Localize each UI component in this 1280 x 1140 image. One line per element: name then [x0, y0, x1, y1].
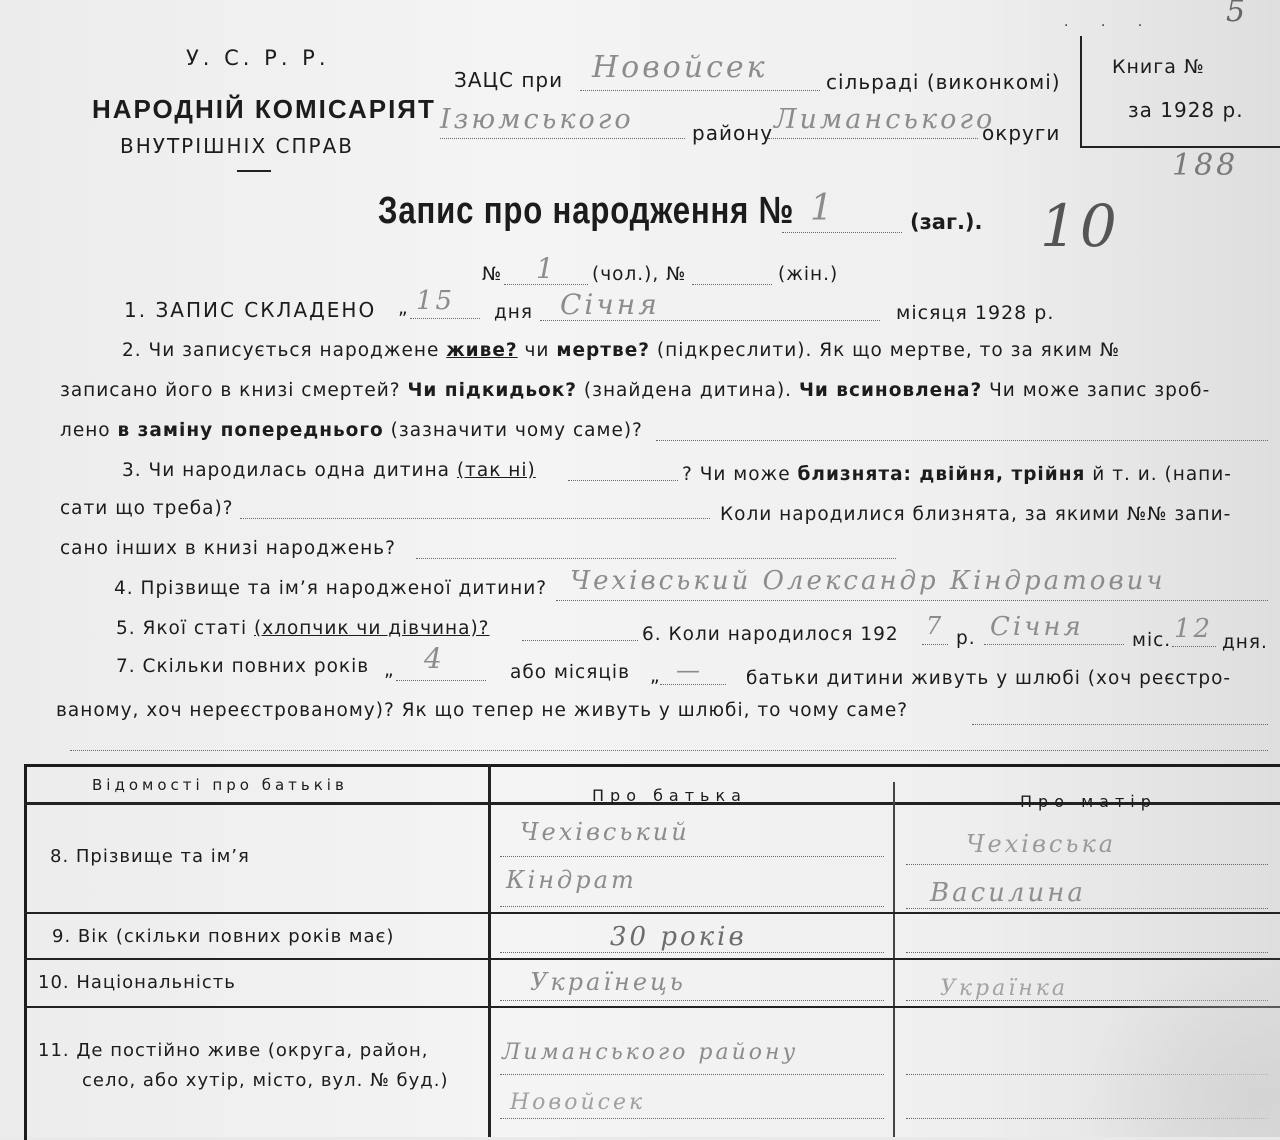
mother-nationality-handwritten: Українка	[940, 976, 1069, 1001]
district-line	[768, 138, 978, 139]
father-name-line-2	[500, 906, 884, 907]
q5-line	[522, 640, 638, 641]
father-age-line	[500, 952, 884, 953]
header-mother: Про матір	[1020, 792, 1157, 811]
male-number-prefix: №	[482, 264, 503, 285]
header-divider	[237, 170, 271, 172]
margin-top-number: 188	[1172, 148, 1239, 183]
father-nationality-handwritten: Українець	[530, 968, 686, 996]
mother-name-line-1	[906, 864, 1268, 865]
q3-line2b: Коли народилися близнята, за якими №№ запи-	[720, 504, 1232, 525]
male-label: (чол.), №	[592, 264, 687, 285]
q4-label: 4. Прізвище та ім’я народженої дитини?	[114, 578, 548, 599]
q3-line2-answer	[240, 518, 710, 519]
title-suffix: (заг.).	[910, 210, 983, 234]
q1-month-handwritten: Січня	[560, 288, 660, 321]
q7-months-handwritten: —	[676, 656, 703, 684]
father-name-line-1	[500, 856, 884, 857]
q3-line2a: сати що треба)?	[60, 498, 234, 519]
q6-month-line	[984, 644, 1124, 645]
q2-line2: записано його в книзі смертей? Чи підкидьок? (знайдена дитина). Чи всиновлена? Чи може запис зроб-	[60, 380, 1211, 401]
male-number-handwritten: 1	[536, 252, 557, 285]
q4-line	[556, 600, 1268, 601]
q6-month-handwritten: Січня	[990, 612, 1084, 642]
father-nationality-line	[500, 1000, 884, 1001]
q7-months-label: або місяців	[510, 662, 630, 683]
q7-line1-rest: батьки дитини живуть у шлюбі (хоч реєстро-	[746, 668, 1232, 689]
father-residence-line-1	[500, 1074, 884, 1075]
village-line	[580, 90, 820, 91]
book-label: Книга №	[1112, 56, 1205, 78]
district-handwritten: Лиманського	[774, 104, 996, 135]
q3-line3: сано інших в книзі народжень?	[60, 538, 396, 559]
book-year: за 1928 р.	[1128, 98, 1244, 122]
father-age-handwritten: 30 років	[610, 922, 747, 952]
q6-year-label: р.	[956, 628, 976, 649]
q6-year-handwritten: 7	[926, 612, 945, 640]
row-name-label: 8. Прізвище та ім’я	[50, 846, 250, 867]
okruha-label: округи	[982, 121, 1061, 145]
q5-label: 5. Якої статі (хлопчик чи дівчина)?	[116, 618, 490, 639]
table-row-rule-1	[24, 912, 1280, 914]
q3-line3-answer	[416, 558, 896, 559]
father-residence-handwritten-1: Лиманського району	[502, 1040, 799, 1065]
record-number-line	[782, 232, 902, 233]
q7-extra-line	[70, 750, 1268, 751]
okruha-line	[440, 138, 685, 139]
village-council-label: сільраді (виконкомі)	[826, 70, 1061, 94]
q3-answer-line	[568, 480, 678, 481]
row-age-label: 9. Вік (скільки повних років має)	[52, 926, 395, 947]
zags-label: ЗАЦС при	[454, 68, 564, 92]
q1-month-label: місяця 1928 р.	[896, 302, 1055, 324]
corner-mark: 5	[1226, 0, 1249, 29]
okruha-handwritten: Ізюмського	[440, 104, 634, 135]
q2-text: 2. Чи записується народжене живе? чи мертве? (підкреслити). Як що мертве, то за яким №	[122, 340, 1121, 361]
q6-day-handwritten: 12	[1174, 614, 1214, 644]
q6-month-label: міс.	[1132, 630, 1172, 651]
q7-quote-b: „	[650, 666, 661, 687]
q7-answer-line	[972, 724, 1268, 725]
q7-quote-a: „	[384, 660, 395, 681]
corner-dots: . . .	[1064, 14, 1157, 30]
margin-number: 10	[1040, 192, 1120, 260]
q2-line3: лено в заміну попереднього (зазначити чому саме)?	[60, 420, 643, 441]
q7-label: 7. Скільки повних років	[116, 656, 370, 677]
q3-line1a: 3. Чи народилась одна дитина (так ні)	[122, 460, 536, 481]
q7-months-line	[660, 684, 726, 685]
mother-surname-handwritten: Чехівська	[966, 830, 1117, 858]
page-title: Запис про народження №	[378, 190, 795, 232]
record-number-handwritten: 1	[810, 188, 836, 229]
male-number-line	[504, 284, 588, 285]
q7-years-handwritten: 4	[424, 642, 445, 675]
header-father: Про батька	[592, 786, 747, 805]
mother-name-handwritten: Василина	[930, 878, 1086, 908]
q1-label: 1. ЗАПИС СКЛАДЕНО	[124, 298, 377, 322]
q1-day-label: дня	[494, 302, 534, 323]
female-number-line	[692, 284, 772, 285]
q6-label: 6. Коли народилося 192	[642, 624, 899, 645]
father-residence-line-2	[500, 1118, 884, 1119]
female-label: (жін.)	[778, 264, 839, 285]
father-name-handwritten: Кіндрат	[506, 866, 637, 894]
q1-day-line	[410, 318, 480, 319]
mother-name-line-2	[906, 908, 1268, 909]
commissariat-title: НАРОДНІЙ КОМІСАРІЯТ	[92, 94, 436, 124]
q6-day-line	[1172, 646, 1216, 647]
q6-year-line	[922, 644, 948, 645]
father-surname-handwritten: Чехівський	[520, 818, 690, 846]
header-parents-info: Відомості про батьків	[92, 776, 348, 794]
row-residence-label-2: село, або хутір, місто, вул. № буд.)	[82, 1070, 449, 1091]
country-abbrev: У. С. Р. Р.	[186, 46, 330, 70]
q1-quote-open: „	[398, 298, 409, 319]
father-residence-handwritten-2: Новойсек	[510, 1090, 646, 1115]
q2-answer-line	[656, 440, 1268, 441]
q3-line1b: ? Чи може близнята: двійня, трійня й т. и. (напи-	[682, 464, 1232, 485]
row-nationality-label: 10. Національність	[38, 972, 236, 993]
book-box	[1080, 36, 1280, 148]
q7-line2: ваному, хоч нереєстрованому)? Як що тепер не живуть у шлюбі, то чому саме?	[56, 700, 909, 721]
commissariat-subtitle: ВНУТРІШНІХ СПРАВ	[120, 134, 354, 158]
district-label: району	[692, 121, 774, 145]
q1-month-line	[540, 320, 880, 321]
q4-handwritten: Чехівський Олександр Кіндратович	[570, 566, 1166, 596]
q7-years-line	[396, 680, 486, 681]
village-handwritten: Новойсек	[592, 50, 768, 85]
row-residence-label-1: 11. Де постійно живе (округа, район,	[38, 1040, 429, 1061]
paper-stain	[1080, 950, 1280, 1137]
q6-day-label: дня.	[1222, 632, 1268, 653]
table-col-rule-1	[488, 764, 491, 1137]
q1-day-handwritten: 15	[416, 286, 456, 316]
